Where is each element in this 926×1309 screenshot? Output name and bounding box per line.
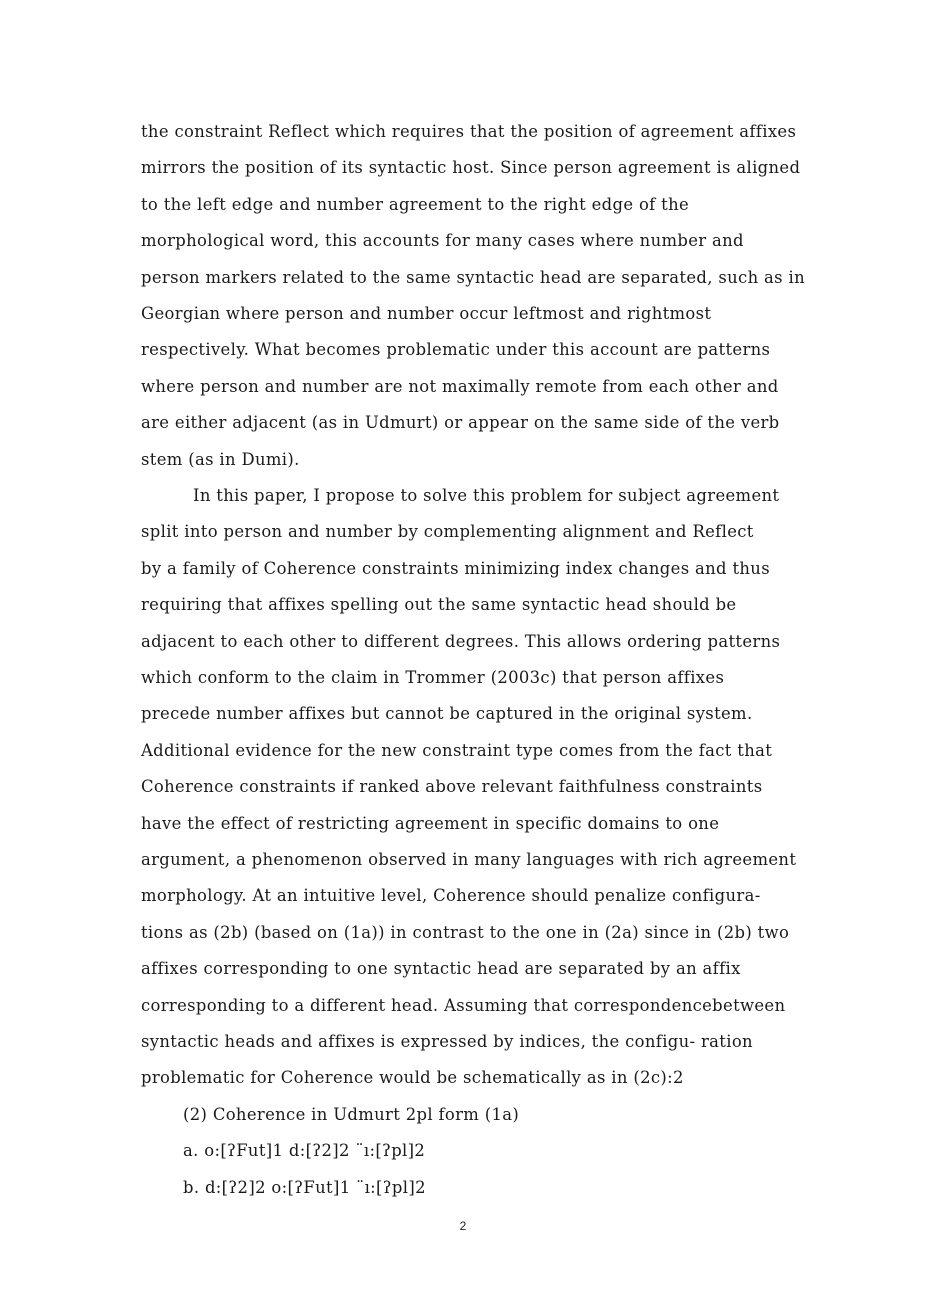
example-item-a: a. o:[ʔFut]1 d:[ʔ2]2 ¨ı:[ʔpl]2 [183,1141,426,1160]
text-line: to the left edge and number agreement to the right edge of the [141,195,690,214]
page-number: 2 [459,1219,467,1233]
text-line: In this paper, I propose to solve this problem for subject agreement [193,486,780,505]
text-line: requiring that affixes spelling out the same syntactic head should be [141,595,737,614]
text-line: split into person and number by complementing alignment and Reflect [141,522,754,541]
text-line: stem (as in Dumi). [141,450,300,469]
text-line: adjacent to each other to different degrees. This allows ordering patterns [141,632,781,651]
text-line: by a family of Coherence constraints minimizing index changes and thus [141,559,770,578]
text-line: respectively. What becomes problematic under this account are patterns [141,340,771,359]
text-line: tions as (2b) (based on (1a)) in contrast to the one in (2a) since in (2b) two [141,923,790,942]
text-line: the constraint Reflect which requires that the position of agreement affixes [141,122,797,141]
text-line: corresponding to a different head. Assuming that correspondencebetween [141,996,786,1015]
example-heading: (2) Coherence in Udmurt 2pl form (1a) [183,1105,520,1124]
text-line: where person and number are not maximally remote from each other and [141,377,779,396]
text-line: have the effect of restricting agreement in specific domains to one [141,814,720,833]
text-line: Georgian where person and number occur leftmost and rightmost [141,304,712,323]
text-line: morphology. At an intuitive level, Coherence should penalize configura- [141,886,761,905]
text-line: person markers related to the same syntactic head are separated, such as in [141,268,805,287]
text-line: Coherence constraints if ranked above relevant faithfulness constraints [141,777,763,796]
text-line: precede number affixes but cannot be captured in the original system. [141,704,753,723]
text-line: syntactic heads and affixes is expressed by indices, the configu- ration [141,1032,753,1051]
example-item-b: b. d:[ʔ2]2 o:[ʔFut]1 ¨ı:[ʔpl]2 [183,1178,426,1197]
text-line: mirrors the position of its syntactic host. Since person agreement is aligned [141,158,801,177]
text-line: Additional evidence for the new constraint type comes from the fact that [141,741,773,760]
text-line: problematic for Coherence would be schematically as in (2c):2 [141,1068,684,1087]
text-line: are either adjacent (as in Udmurt) or appear on the same side of the verb [141,413,780,432]
text-line: which conform to the claim in Trommer (2003c) that person affixes [141,668,725,687]
text-line: morphological word, this accounts for many cases where number and [141,231,744,250]
text-line: affixes corresponding to one syntactic head are separated by an affix [141,959,741,978]
text-line: argument, a phenomenon observed in many languages with rich agreement [141,850,797,869]
